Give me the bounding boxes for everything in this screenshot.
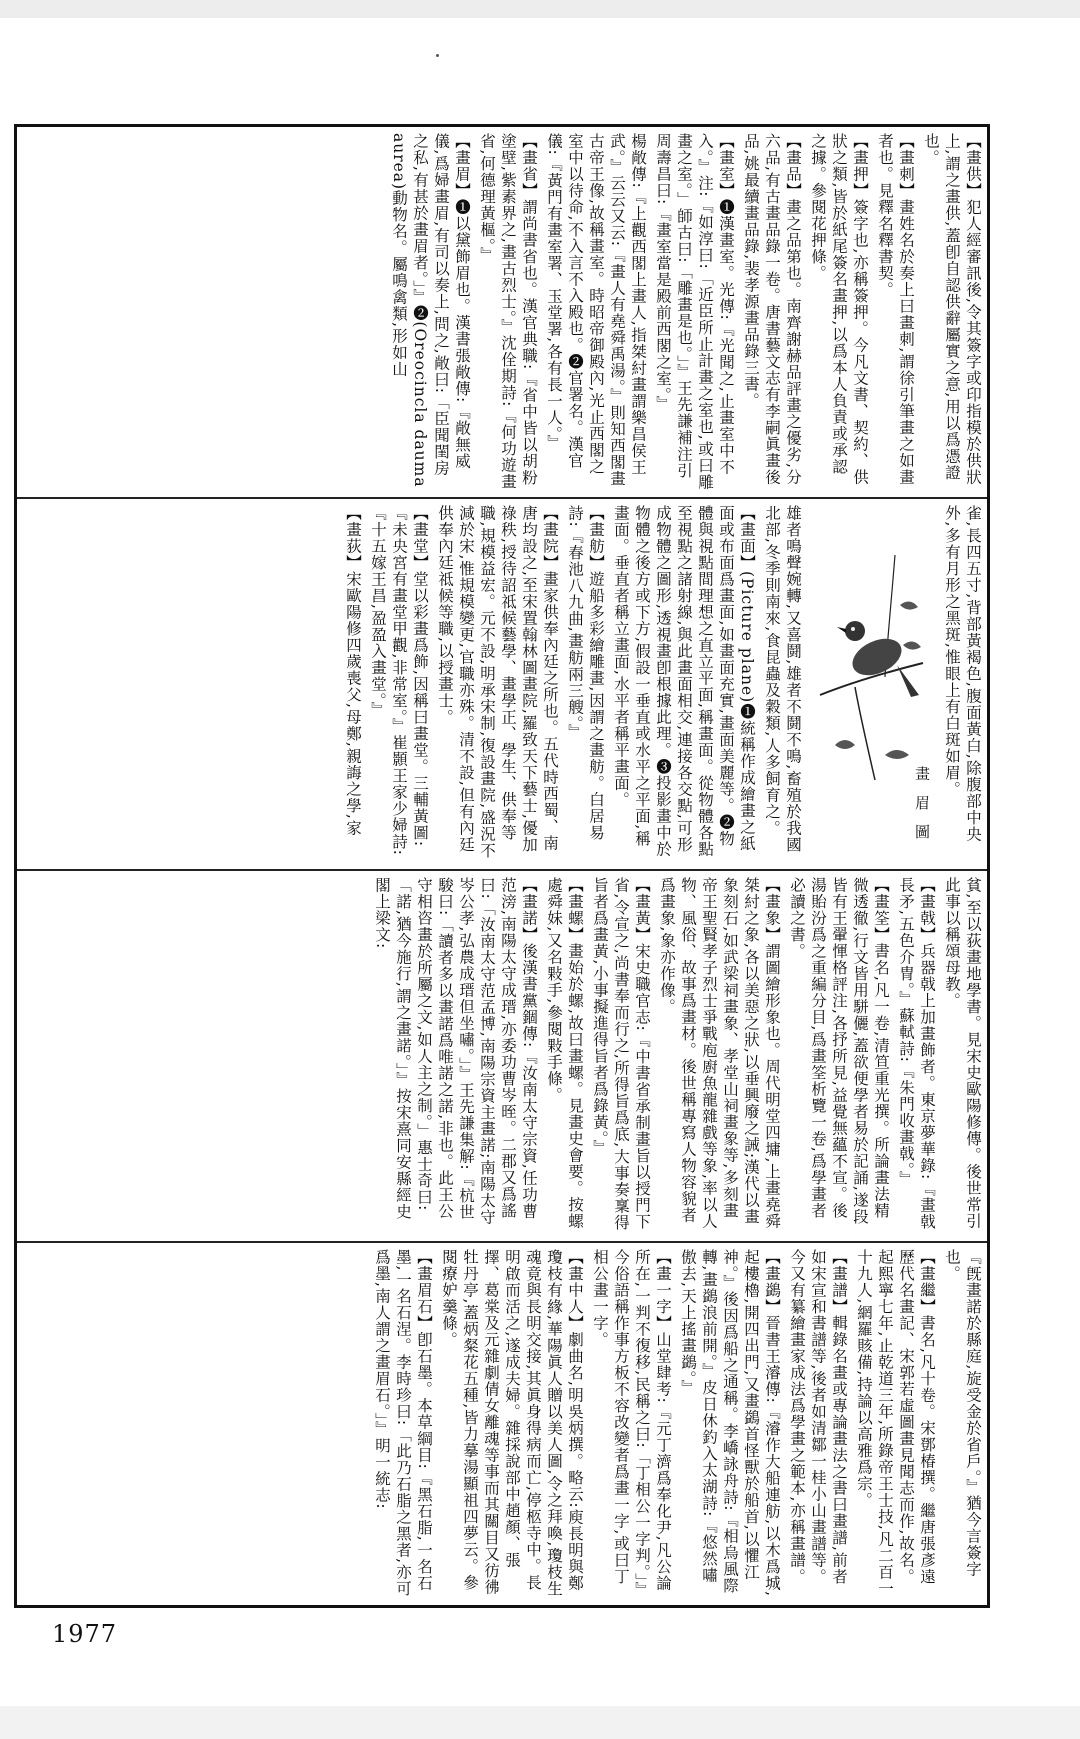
entry-text: 楊敞傳:『上觀西閣上畫人,指桀紂畫謂樂昌侯王武。』云云又云:『畫人有堯舜禹湯。』則知西閣畫古帝王像,故稱畫室。時昭帝御殿內,光止西閣之室中以待命,不入言不入殿也。❷官署名。漢官儀:『黃門有畫室署、玉堂署,各有長一人。』 (545, 133, 647, 487)
entry-text: 【畫諾】後漢書黨錮傳:『汝南太守宗資,任功曹范滂,南陽太守成瑨,亦委功曹岑晊。二郡又爲謠曰:「汝南太守范孟博,南陽宗資主畫諾;南陽太守岑公孝,弘農成瑨但坐嘯。」』王先謙集解:『杭世駿曰:「讀者多以畫諾爲唯諾之諾,非也。此王公守相咨畫於所屬之文,如人主之制。」惠士奇曰:「諾,猶今施行,謂之畫諾。」』按宋熹同安縣經史閣上梁文: (373, 877, 538, 1226)
entry-text: 【畫院】畫家供奉內廷之所也。五代時西蜀、南唐均設之,至宋置翰林圖畫院,羅致天下藝士,優加祿秩,授待詔祗候藝學、畫學正、學生、供奉等職,規模益宏。元不設,明承宋制,復設畫院,盛況不減於宋,惟規模變更,官職亦殊。清不設,但有內廷供奉內廷祗候等職,以授畫士。 (436, 505, 559, 859)
entry-text: 【畫省】謂尚書省也。漢官典職:『省中皆以胡粉塗壁,紫素界之,畫古烈士。』沈佺期詩:『何功遊畫省,何德理黃樞。』 (478, 133, 538, 490)
entry-text: 【畫眉石】卽石墨。本草綱目:『黑石脂,一名石墨,一名石涅。李時珍曰:「此乃石脂之黑者,亦可爲墨,南人謂之畫眉石。」』明一統志: (373, 1249, 433, 1598)
entry-text: 【畫繼】書名,凡十卷。宋鄧椿撰。繼唐張彥遠歷代名畫記、宋郭若虛圖畫見聞志而作,故名。起熙寧七年,止乾道三年,所錄帝王士技,凡二百一十九人,網羅賅備,持論以高雅爲宗。 (855, 1249, 936, 1597)
bird-on-branch-icon (815, 545, 927, 785)
bottom-margin-strip (0, 1706, 1080, 1739)
entry-text: 【畫供】犯人經審訊後,令其簽字或印指模於供狀上,謂之畫供,蓋卽自認供辭屬實之意,用以爲憑證也。 (922, 133, 982, 486)
entry-text: 【畫室】❶漢畫室。光傳:『光聞之,止畫室中不入。』注:『如淳曰:「近臣所止計畫之室也,或曰雕畫之室。」師古曰:「雕畫是也。」』王先謙補注引周壽昌曰:『畫室當是殿前西閣之室。』 (654, 133, 735, 491)
entry-text: 【畫刺】畫姓名於奏上曰畫刺,謂徐引筆畫之如畫者也。見釋名釋書契。 (876, 133, 915, 486)
entry-text: 【畫中人】劇曲名,明吳炳撰。略云:庾長明與鄭瓊枝有緣,華陽眞人贈以美人圖,令之拜喚,瓊枝生魂竟與長明交接,其眞身得病而亡,停柩寺中。長明啟而活之,遂成夫婦。雜採說部中趙顏、張擇、葛棠及元雜劇倩女離魂等事而其關目又彷彿牡丹亭,蓋炳粲花五種,皆力摹湯顯祖四夢云。參閱療妒羹條。 (440, 1249, 584, 1597)
top-margin-strip (0, 0, 1080, 18)
entry-text: 【畫鷁】晉書王濬傳:『濬作大船連舫,以木爲城,起樓櫓,開四出門,又畫鷁首怪獸於船首,以懼江神。』後因爲船之通稱。李嶠詠舟詩:『相烏風際轉,畫鷁浪前開。』皮日休釣入太湖詩:『悠然嘯傲去,天上搖畫鷁。』 (679, 1249, 781, 1598)
entry-text: 【畫一字】山堂肆考:『元丁濟爲奉化尹,凡公論所在,一判不復移,民稱之曰:「丁相公一字判。」』今俗語稱作事方板不容改變者爲畫一字,或曰丁相公畫一字。 (591, 1249, 672, 1599)
entry-text: 雄者鳴聲婉轉,又喜鬪,雄者不鬪不鳴,畜殖於我國北部,冬季則南來,食昆蟲及穀類,人多飼育之。 (763, 505, 802, 853)
entry-text: 【畫筌】書名,凡一卷,清笪重光撰。所論畫法精微透徹,行文皆用駢儷,蓋欲便學者易於記誦,遂段皆有王翬惲格評注,各抒所見,益覺無蘊不宣。後湯貽汾爲之重編分目,爲畫筌析覽一卷,爲學畫者必讀之書。 (788, 877, 890, 1225)
entry-band-1 (17, 127, 987, 499)
entry-text: 【畫堂】堂以彩畫爲飾,因稱曰畫堂。三輔黃圖:『未央宮有畫堂甲觀,非常室。』崔顥王家少婦詩:『十五嫁王昌,盈盈入畫堂。』 (369, 505, 429, 856)
entry-text: 【畫舫】遊船多彩繪雕畫,因謂之畫舫。白居易詩:『春池八九曲,畫舫兩三艘。』 (566, 505, 605, 841)
page-speck (436, 54, 439, 57)
entry-text: 貧,至以荻畫地學書。見宋史歐陽修傳。後世常引此事以稱頌母教。 (943, 877, 982, 1230)
entry-text: 【畫螺】畫始於螺,故曰畫螺。見畫史會要。按螺處舜妹,又名敤手,參閱敤手條。 (545, 877, 584, 1230)
entry-text: 【畫戟】兵器戟上加畫飾者。東京夢華錄:『畫戟長矛,五色介冑。』蘇軾詩:『朱門收畫戟。』 (897, 877, 936, 1230)
entry-text: 【畫象】謂圖繪形象也。周代明堂四墉,上畫堯舜桀紂之象,各以美惡之狀,以垂興廢之誡;漢代以畫象刻石,如武梁祠畫象、孝堂山祠畫象等,多刻畫帝王聖賢孝子烈士爭戰庖廚魚龍雜戲等象,率以人物、風俗、故事爲畫材。後世稱專寫人物容貌者爲畫象,象亦作像。 (658, 877, 781, 1230)
entry-text: 【畫譜】輯錄名畫或專論畫法之書曰畫譜,前者如宋宣和書譜等,後者如清鄒一桂小山畫譜等。今又有纂繪畫家成法爲學畫之範本,亦稱畫譜。 (788, 1249, 848, 1585)
entry-band-4 (17, 1243, 987, 1605)
entry-text: 【畫押】簽字也,亦稱簽押。今凡文書、契約、供狀之類,皆於紙尾簽名畫押,以爲本人負責或承認之據。參閱花押條。 (809, 133, 869, 486)
page-number: 1977 (52, 1620, 118, 1648)
entry-text: 【畫黃】宋史職官志:『中書省承制畫旨以授門下省,令宣之,尚書奉而行之,所得旨爲底,大事奏稟得旨者爲畫黃,小事擬進得旨者爲錄黃。』 (591, 877, 651, 1231)
entry-text: 【畫荻】宋歐陽修四歲喪父,母鄭,親誨之學,家 (344, 505, 362, 837)
entry-text: 【畫面】(Picture plane)❶統稱作成繪畫之紙面或布面爲畫面,如畫面充實,畫面美麗等。❷物體與視點間理想之直立平面,稱畫面。從物體各點至視點之諸射線,與此畫面相交,連接各交點,可形成物體之圖形,透視畫卽根據此理。❸投影畫中於物體之後方或下方,假設一垂直或水平之平面,稱畫面。垂直者稱立畫面,水平者稱平畫面。 (612, 505, 756, 858)
entry-text: 【畫品】畫之品第也。南齊謝赫品評畫之優劣,分六品,有古畫品錄一卷。唐書藝文志有李嗣眞畫後品,姚最續畫品錄,裴孝源畫品錄三書。 (742, 133, 802, 486)
entry-band-3 (17, 871, 987, 1243)
thrush-illustration (807, 505, 937, 863)
entry-text: 雀,長四五寸,背部黃褐色,腹面黃白,除腹部中央外,多有月形之黑斑,惟眼上有白斑如眉。 (943, 505, 982, 843)
entry-band-2 (17, 499, 987, 871)
figure-caption: 畫眉圖 (913, 766, 931, 853)
entry-text: 『旣畫諾於縣庭,旋受金於省戶。』猶今言簽字也。 (943, 1249, 982, 1578)
entry-text: 【畫眉】❶以黛飾眉也。漢書張敞傳:『敞無威儀,爲婦畫眉,有司以奏上,問之,敞曰:「臣聞閨房之私,有甚於畫眉者。」』❷(Oreocincla dauma aurea)動物名。屬鳴禽類,形如山 (390, 133, 471, 488)
dictionary-page (14, 124, 990, 1608)
